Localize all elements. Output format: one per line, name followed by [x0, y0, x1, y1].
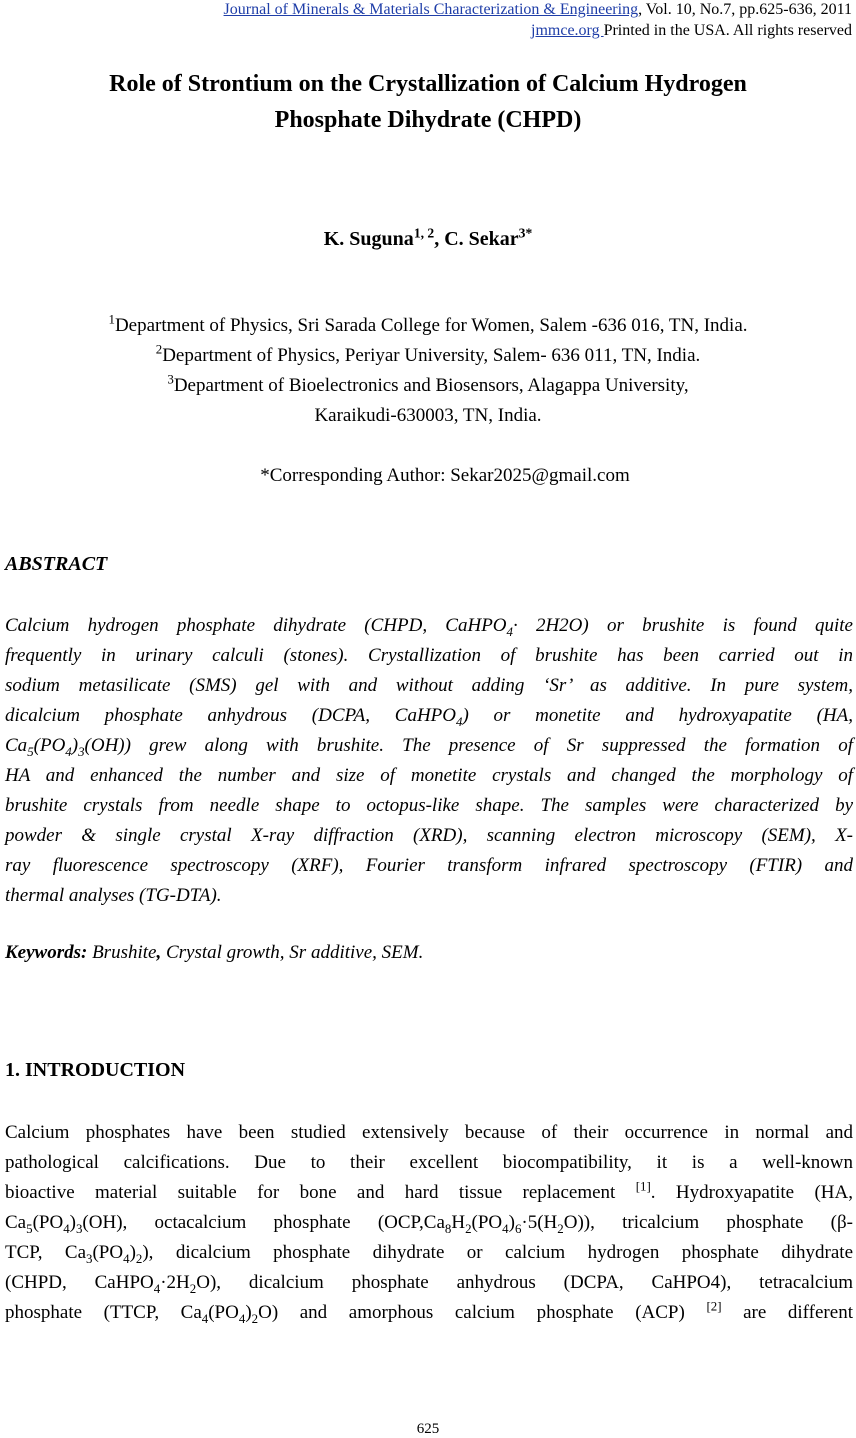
author-1: K. Suguna	[323, 228, 414, 250]
page-number: 625	[416, 1421, 440, 1437]
intro-line: pathological calcifications. Due to their excellent biocompatibility, it is a well-known	[5, 1152, 853, 1173]
keywords	[5, 940, 853, 966]
intro-line: (CHPD, $CaHPO_4\cdot 2H_2O$), dicalcium phosphate anhydrous (DCPA, CaHPO4), tetracalcium	[5, 1272, 853, 1296]
affiliation-1-mark: 1	[108, 311, 115, 327]
affiliation-1-text: Department of Physics, Sri Sarada College for Women, Salem -636 016, TN, India.	[114, 315, 748, 336]
title-line-2: Phosphate Dihydrate (CHPD)	[274, 107, 582, 133]
abstract-line: thermal analyses (TG-DTA).	[5, 885, 222, 906]
abstract-line: dicalcium phosphate anhydrous (DCPA, CaHPO$_4$) or monetite and hydroxyapatite (HA,	[5, 705, 853, 729]
abstract-line: frequently in urinary calculi (stones). Crystallization of brushite has been carried out in	[5, 645, 853, 666]
journal-citation	[224, 0, 852, 20]
citation-ref[interactable]: [1]	[635, 1178, 651, 1194]
introduction-body	[5, 1118, 853, 1328]
abstract-line: Calcium hydrogen phosphate dihydrate (CHPD, CaHPO$_4$· 2H2O) or brushite is found quite	[5, 615, 853, 639]
abstract-line: $Ca_5(PO_4)_3(OH)$) grew along with brushite. The presence of Sr suppressed the formation of	[5, 735, 853, 759]
author-list	[0, 226, 856, 252]
intro-line: phosphate (TTCP, $Ca_4(PO_4)_2O$) and amorphous calcium phosphate (ACP) [2] are different	[5, 1298, 853, 1326]
affiliation-1	[0, 311, 856, 341]
keywords-rest: Crystal growth, Sr additive, SEM.	[161, 942, 424, 963]
abstract-line: HA and enhanced the number and size of monetite crystals and changed the morphology of	[5, 765, 853, 786]
abstract-line: ray fluorescence spectroscopy (XRF), Fourier transform infrared spectroscopy (FTIR) and	[5, 855, 853, 876]
author-2: C. Sekar	[444, 228, 519, 250]
intro-line: TCP, $Ca_3(PO_4)_2$), dicalcium phosphate dihydrate or calcium hydrogen phosphate dihydrate	[5, 1242, 853, 1266]
journal-name-link[interactable]: Journal of Minerals & Materials Characterization & Engineering	[223, 1, 639, 18]
abstract-line: sodium metasilicate (SMS) gel with and without adding ‘Sr’ as additive. In pure system,	[5, 675, 853, 696]
affiliation-3-mark: 3	[167, 371, 174, 387]
keyword-1: Brushite	[87, 942, 157, 963]
keywords-label: Keywords:	[5, 942, 88, 963]
affiliation-2-text: Department of Physics, Periyar University, Salem- 636 011, TN, India.	[162, 345, 701, 366]
corresponding-author: *Corresponding Author: Sekar2025@gmail.com	[260, 465, 630, 486]
section-heading-introduction: 1. INTRODUCTION	[5, 1059, 186, 1081]
abstract-line: brushite crystals from needle shape to octopus-like shape. The samples were characterized by	[5, 795, 853, 816]
affiliation-3	[0, 371, 856, 401]
affiliation-2-mark: 2	[155, 341, 163, 357]
intro-line: Calcium phosphates have been studied extensively because of their occurrence in normal and	[5, 1122, 853, 1143]
author-1-affiliation-marks: 1, 2	[413, 225, 435, 241]
affiliation-2	[0, 341, 856, 371]
title-line-1: Role of Strontium on the Crystallization of Calcium Hydrogen	[109, 71, 747, 97]
journal-rights	[531, 21, 852, 41]
intro-line: bioactive material suitable for bone and hard tissue replacement [1]. Hydroxyapatite (HA,	[5, 1178, 853, 1203]
abstract-line: powder & single crystal X-ray diffraction (XRD), scanning electron microscopy (SEM), X-	[5, 825, 853, 846]
volume-info: , Vol. 10, No.7, pp.625-636, 2011	[638, 1, 852, 18]
citation-ref[interactable]: [2]	[706, 1298, 722, 1314]
abstract-heading: ABSTRACT	[5, 553, 108, 575]
journal-site-link[interactable]: jmmce.org	[531, 22, 604, 39]
keyword-comma: ,	[156, 942, 162, 963]
author-separator: ,	[434, 228, 445, 250]
affiliation-3-text: Department of Bioelectronics and Biosensors, Alagappa University,	[173, 375, 689, 396]
rights-text: Printed in the USA. All rights reserved	[603, 22, 852, 39]
intro-line: $Ca_5(PO_4)_3(OH)$, octacalcium phosphate $(OCP,Ca_8H_2(PO_4)_6\cdot 5(H_2O))$, tricalcium phosphate (β-	[5, 1212, 853, 1236]
affiliation-3-text-cont: Karaikudi-630003, TN, India.	[314, 405, 542, 426]
affiliation-3-cont	[0, 401, 856, 431]
author-2-affiliation-marks: 3*	[518, 225, 533, 241]
abstract-body	[5, 611, 853, 911]
paper-title	[0, 66, 856, 138]
